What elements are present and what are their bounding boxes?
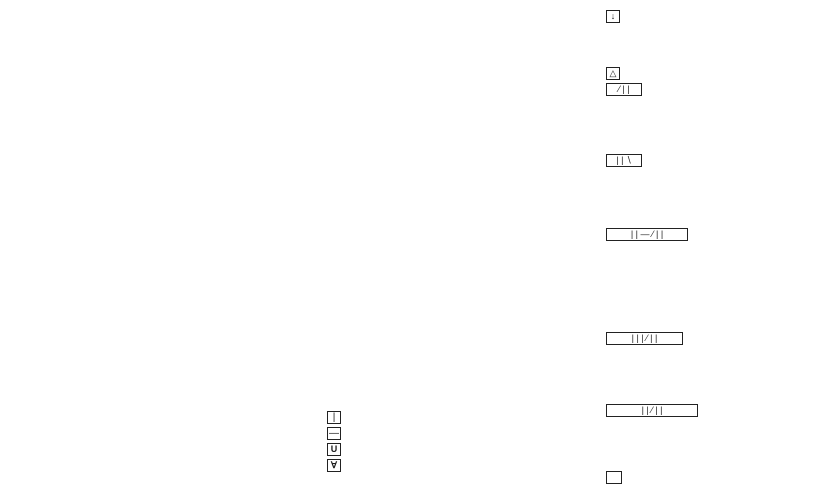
legend-item-knit [327, 410, 527, 426]
cross3-left-icon: | | ∖ [606, 154, 642, 167]
legend-item-yarnover [327, 442, 527, 458]
ssk-arrow-icon: ↓ [606, 10, 620, 23]
legend-item-k2tog [327, 458, 527, 474]
cross4-right-icon: | | ⁄ | | [606, 404, 698, 417]
knit-symbol-icon: | [327, 411, 341, 424]
legend-item-cross5 [606, 331, 816, 346]
k2tog-symbol-icon: ∀ [327, 459, 341, 472]
legend-item-cross3l [606, 153, 816, 168]
cross-2-1-2-icon: | | — ⁄ | | [606, 228, 688, 241]
legend-item-cross4a [606, 227, 816, 242]
p2tog-symbol-icon: △ [606, 67, 620, 80]
cross5-right-icon: | | | ⁄ | | [606, 332, 683, 345]
purl-symbol-icon: — [329, 427, 339, 439]
legend-item-empty [606, 470, 806, 485]
legend-item-purl [327, 426, 527, 442]
legend-left [327, 410, 527, 474]
empty-cell-icon [606, 471, 622, 484]
legend-item-ssk [606, 9, 806, 24]
legend-item-cross3r [606, 82, 816, 97]
legend-item-p2tog [606, 66, 816, 81]
legend-item-cross4 [606, 403, 821, 418]
cross3-right-icon: ⁄ | | [606, 83, 642, 96]
yarnover-symbol-icon: U [327, 443, 341, 456]
